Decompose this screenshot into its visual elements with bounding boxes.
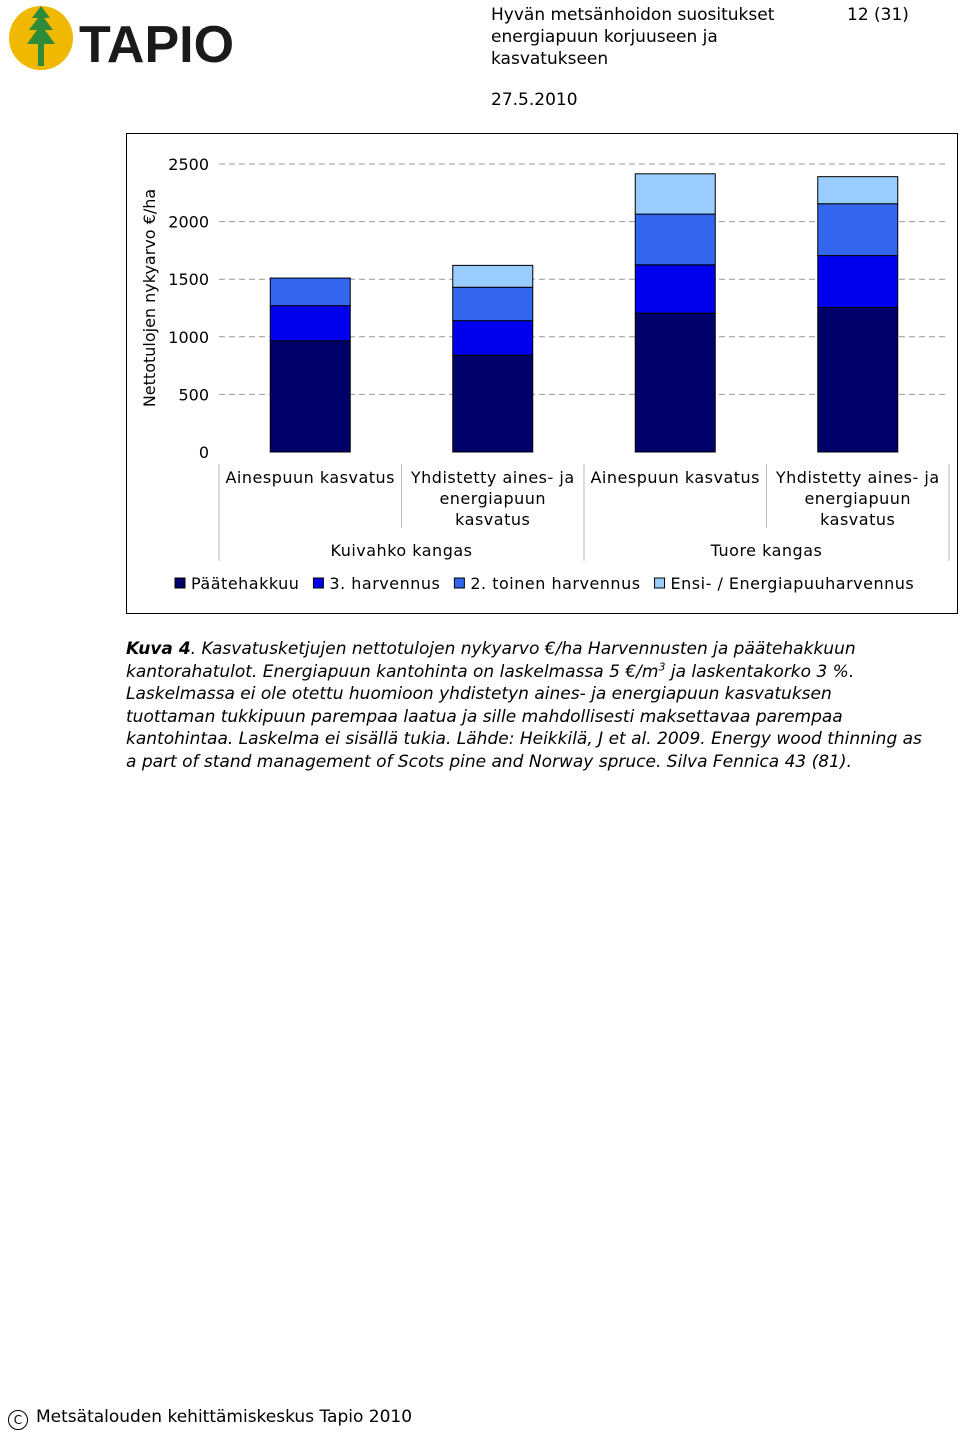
category-label: energiapuun <box>804 489 912 508</box>
group-label: Kuivahko kangas <box>330 541 473 560</box>
category-label: Yhdistetty aines- ja <box>775 468 940 487</box>
title-line-3: kasvatukseen <box>491 49 609 69</box>
legend-swatch <box>454 578 464 588</box>
legend-swatch <box>655 578 665 588</box>
footer-text: Metsätalouden kehittämiskeskus Tapio 2010 <box>36 1407 413 1427</box>
chart-frame <box>126 133 958 614</box>
group-label: Tuore kangas <box>710 541 823 560</box>
y-tick-label: 500 <box>178 385 209 405</box>
legend-swatch <box>175 578 185 588</box>
category-label: energiapuun <box>439 489 547 508</box>
bar-segment <box>453 321 533 356</box>
caption-text-2: ja laskentakorko 3 %. Laskelmassa ei ole otettu huomioon yhdistetyn aines- ja energiapuun kasvatuksen tuottaman tukkipuun parempaa laatua ja sille mahdollisesti maksettavaa parempaa kantohintaa. Laskelma ei sisällä tukia. Lähde: Heikkilä, J et al. 2009. Energy wood thinning as a part of stand management of Scots pine and Norway spruce. Silva Fennica 43 (81). <box>126 661 922 772</box>
title-line-1: Hyvän metsänhoidon suositukset <box>491 5 775 25</box>
bar-segment <box>818 256 898 308</box>
legend-label: Ensi- / Energiapuuharvennus <box>670 574 915 593</box>
bar-segment <box>270 341 350 452</box>
bar-segment <box>818 177 898 204</box>
bar-segment <box>453 355 533 452</box>
bar-segment <box>453 287 533 320</box>
bar-segment <box>635 265 715 313</box>
title-line-2: energiapuun korjuuseen ja <box>491 27 718 47</box>
y-tick-label: 0 <box>198 443 209 462</box>
category-label: Ainespuun kasvatus <box>590 468 761 487</box>
bar-segment <box>818 307 898 452</box>
caption-superscript: 3 <box>658 659 666 673</box>
y-axis-label: Nettotulojen nykyarvo €/ha <box>140 188 159 408</box>
legend-swatch <box>313 578 323 588</box>
category-label: kasvatus <box>455 510 531 529</box>
category-label: kasvatus <box>820 510 896 529</box>
y-tick-label: 2000 <box>168 212 209 232</box>
footer <box>8 1406 412 1430</box>
bar-segment <box>635 214 715 265</box>
stacked-bar-chart <box>127 134 957 613</box>
bar-segment <box>635 174 715 214</box>
category-label: Ainespuun kasvatus <box>225 468 396 487</box>
legend-label: 3. harvennus <box>329 574 441 593</box>
bar-segment <box>270 306 350 341</box>
caption-label: Kuva 4 <box>126 639 191 659</box>
figure-caption <box>126 638 926 773</box>
logo-text: TAPIO <box>79 16 235 72</box>
y-tick-label: 1500 <box>168 270 209 290</box>
y-tick-label: 2500 <box>168 155 209 174</box>
y-tick-label: 1000 <box>168 327 209 347</box>
bar-segment <box>635 313 715 452</box>
page-number: 12 (31) <box>847 5 909 25</box>
bar-segment <box>818 204 898 256</box>
copyright-icon: C <box>8 1410 28 1430</box>
bar-segment <box>270 278 350 306</box>
legend-label: 2. toinen harvennus <box>470 574 641 593</box>
document-title <box>491 4 774 70</box>
bar-segment <box>453 265 533 287</box>
category-label: Yhdistetty aines- ja <box>410 468 575 487</box>
document-date: 27.5.2010 <box>491 90 578 110</box>
legend-label: Päätehakkuu <box>191 574 300 593</box>
caption-text-1: . Kasvatusketjujen nettotulojen nykyarvo €/ha Harvennusten ja päätehakkuun kantorahatulot. Energiapuun kantohinta on laskelmassa 5 €/m <box>126 639 856 682</box>
tapio-logo <box>4 2 264 72</box>
